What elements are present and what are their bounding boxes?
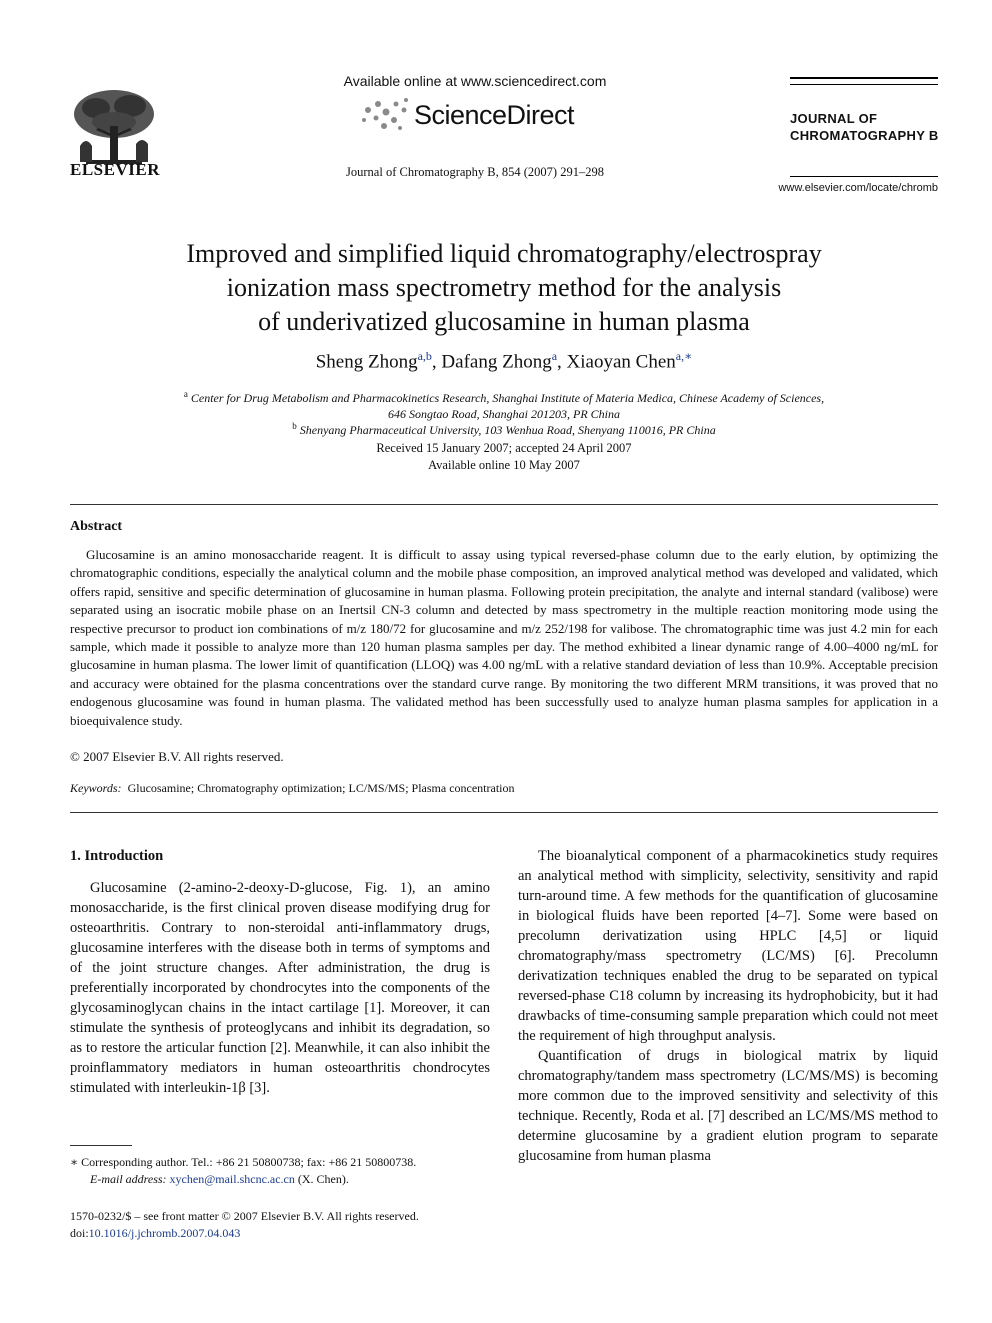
sciencedirect-wordmark: ScienceDirect [414, 100, 575, 130]
front-matter: 1570-0232/$ – see front matter © 2007 Elsevier B.V. All rights reserved. doi:10.1016/j.jchromb.2007.04.043 [70, 1209, 419, 1240]
author-name[interactable]: Dafang Zhong [441, 351, 552, 373]
left-column [70, 846, 490, 1098]
divider [70, 812, 938, 813]
footnote-rule [70, 1145, 132, 1146]
publisher-name: ELSEVIER [70, 160, 160, 179]
header-rule [790, 84, 938, 85]
author-name[interactable]: Xiaoyan Chen [566, 351, 676, 373]
section-heading: 1. Introduction [70, 848, 164, 864]
author-name[interactable]: Sheng Zhong [315, 351, 418, 373]
journal-title: JOURNAL OF CHROMATOGRAPHY B [790, 111, 939, 143]
divider [70, 504, 938, 505]
affiliation-a: $^a$ Center for Drug Metabolism and Pharmacokinetics Research, Shanghai Institute of Materia Medica, Chinese Academy of Sciences, 646 Songtao Road, Shanghai 201203, PR China [183, 389, 825, 421]
affiliation-b: $^b$ Shenyang Pharmaceutical University, 103 Wenhua Road, Shenyang 110016, PR China [292, 421, 716, 437]
article-dates: Received 15 January 2007; accepted 24 April 2007 Available online 10 May 2007 [376, 441, 632, 472]
header-rule [790, 77, 938, 79]
keywords: Keywords: Glucosamine; Chromatography optimization; LC/MS/MS; Plasma concentration [70, 781, 515, 795]
journal-url-link[interactable]: www.elsevier.com/locate/chromb [778, 182, 938, 194]
corresponding-author-note: ∗ Corresponding author. Tel.: +86 21 50800738; fax: +86 21 50800738. E-mail address: xychen@mail.shcnc.ac.cn (X. Chen). [70, 1155, 417, 1186]
author-affiliation-mark[interactable]: a [551, 349, 558, 363]
paragraph: The bioanalytical component of a pharmacokinetics study requires an analytical method with simplicity, selectivity, sensitivity and rapid turn-around time. A few methods for the quantification of glucosamine in biological fluids have been reported [4–7]. Some were based on precolumn derivatization using HPLC [4,5] or liquid chromatography/mass spectrometry (LC/MS) [6]. Precolumn derivatization techniques enabled the drug to be separated on typical reversed-phase C18 column by increasing its hydrophobicity, but it had drawbacks of time-consuming sample preparation which could not meet the requirement of high throughput analysis. [518, 848, 938, 1044]
abstract-heading: Abstract [70, 519, 123, 534]
author-affiliation-mark[interactable]: a,∗ [675, 349, 693, 363]
available-online-text: Available online at www.sciencedirect.com [343, 73, 607, 89]
paragraph: Glucosamine (2-amino-2-deoxy-D-glucose, Fig. 1), an amino monosaccharide, is the first clinical proven disease modifying drug for osteoarthritis. Contrary to non-steroidal anti-inflammatory drugs, glucosamine interferes with the disease both in terms of symptoms and of the joint structure changes. After administration, the drug is preferentially incorporated by chondrocytes into the components of the glycosaminoglycan chains in the intact cartilage [1]. Moreover, it can stimulate the synthesis of proteoglycans and inhibit its degradation, so as to restore the articular function [2]. Meanwhile, it can also inhibit the proinflammatory mediators in human osteoarthritis chondrocytes stimulated with interleukin-1β [3]. [70, 880, 490, 1096]
header-rule [790, 176, 938, 177]
author-affiliation-mark[interactable]: a,b [417, 349, 432, 363]
author-list: Sheng Zhong$^{a,b}$, Dafang Zhong$^a$, Xiaoyan Chen$^{a,∗}$ [315, 349, 693, 373]
right-column [518, 846, 938, 1166]
paragraph: Quantification of drugs in biological matrix by liquid chromatography/tandem mass spectrometry (LC/MS/MS) is becoming more common due to the improved sensitivity and selectivity of this technique. Recently, Roda et al. [7] described an LC/MS/MS method to determine glucosamine by a gradient elution program to separate glucosamine from human plasma [518, 1048, 938, 1164]
email-link[interactable]: xychen@mail.shcnc.ac.cn [169, 1172, 295, 1186]
journal-citation: Journal of Chromatography B, 854 (2007) 291–298 [346, 165, 604, 179]
doi-link[interactable]: 10.1016/j.jchromb.2007.04.043 [88, 1226, 241, 1240]
article-title: Improved and simplified liquid chromatography/electrospray ionization mass spectrometry method for the analysis of underivatized glucosamine in human plasma [186, 239, 822, 336]
copyright-notice: © 2007 Elsevier B.V. All rights reserved. [70, 749, 284, 764]
abstract-text: Glucosamine is an amino monosaccharide reagent. It is difficult to assay using typical reversed-phase column due to the early elution, by optimizing the chromatographic conditions, especially the analytical column and the mobile phase composition, an improved analytical method was developed and validated, which offers rapid, sensitive and specific determination of glucosamine in human plasma. Following protein precipitation, the analyte and internal standard (valibose) were separated using an isocratic mobile phase on an Inertsil CN-3 column and detected by mass spectrometry in the multiple reaction monitoring mode using the respective precursor to product ion combinations of m/z 180/72 for glucosamine and m/z 252/198 for valibose. The chromatographic time was just 4.2 min for each sample, which made it possible to analyze more than 120 human plasma samples per day. The method exhibited a linear dynamic range of 4.00–4000 ng/mL for glucosamine in human plasma. The lower limit of quantification (LLOQ) was 4.00 ng/mL with a relative standard deviation of less than 10.9%. Acceptable precision and accuracy were obtained for the plasma concentrations over the standard curve range. By monitoring the two different MRM transitions, it was proved that no endogenous glucosamine was found in human plasma. The validated method has been successfully used to analyze human plasma samples for application in a bioequivalence study. [70, 547, 938, 728]
